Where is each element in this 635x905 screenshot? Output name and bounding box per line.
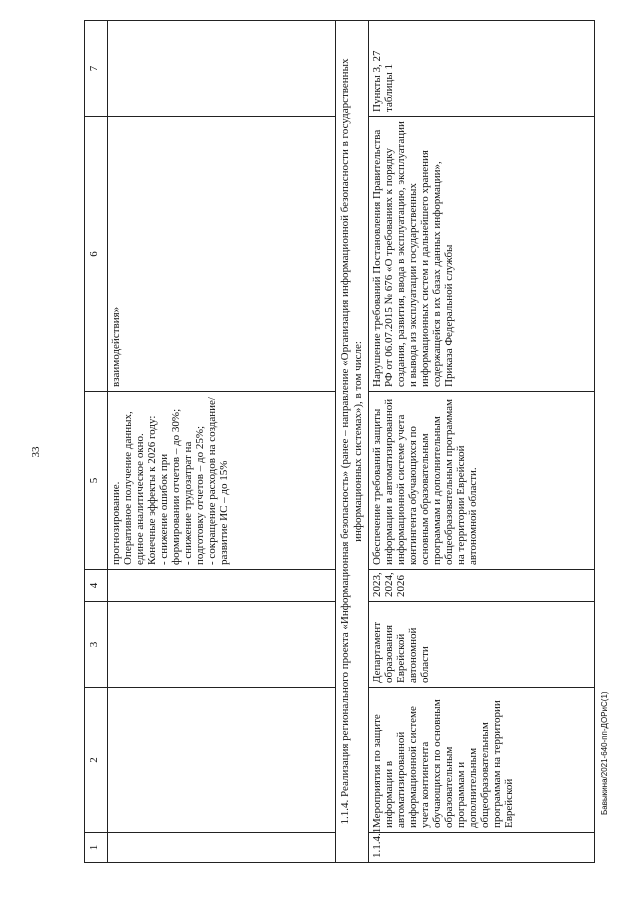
executor-cell: Департамент образования Еврейской автономной области — [369, 602, 595, 688]
table-cell — [108, 688, 336, 833]
header-row — [85, 21, 108, 863]
continuation-row — [108, 21, 336, 863]
header-cell: 3 — [85, 602, 108, 688]
risk-cell: взаимодействия» — [108, 117, 336, 392]
table-cell — [108, 570, 336, 602]
section-row — [336, 21, 369, 863]
result-cell: Обеспечение требований защиты информации в автоматизированной информационной системе учета контингента обучающихся по основным образовательным программам и дополнительным общеобразовательным программам на территории Еврейской автономной области. — [369, 392, 595, 570]
header-cell: 7 — [85, 21, 108, 117]
consequence-cell: Нарушение требований Постановления Правительства РФ от 06.07.2015 № 676 «О требованиях к порядку создания, развития, ввода в эксплуатацию, эксплуатации и вывода из эксплуатации государственных информационных систем и дальнейшего хранения содержащейся в их базах данных информации», Приказа Федеральной службы — [369, 117, 595, 392]
header-cell: 4 — [85, 570, 108, 602]
header-cell: 6 — [85, 117, 108, 392]
row-number: 1.1.4.1 — [369, 833, 595, 863]
page-number: 33 — [30, 446, 42, 458]
effects-cell: прогнозирование. Оперативное получение данных, единое аналитическое окно. Конечные эффекты к 2026 году: - снижение ошибок при формировании отчетов – до 30%; - снижение трудозатрат на подготовку отчетов – до 25%; - сокращение расходов на создание/развитие ИС – до 15% — [108, 392, 336, 570]
header-cell: 2 — [85, 688, 108, 833]
table-cell — [108, 21, 336, 117]
page-footer: Бавыкина/2021-640-пп-ДОРиС(1) — [600, 691, 609, 815]
measure-cell: Мероприятия по защите информации в автоматизированной информационной системе учета контингента обучающихся по основным образовательным программам и дополнительным общеобразовательным программам на территории Еврейской — [369, 688, 595, 833]
table-row — [369, 21, 595, 863]
header-cell: 1 — [85, 833, 108, 863]
header-cell: 5 — [85, 392, 108, 570]
section-heading: 1.1.4. Реализация регионального проекта «Информационная безопасность» (ранее – направление «Организация информационной безопасности в государственных информационных системах»), в том числе: — [336, 21, 369, 863]
years-cell: 2023, 2024, 2026 — [369, 570, 595, 602]
table-cell — [108, 602, 336, 688]
indicator-cell: Пункты 3, 27 таблицы 1 — [369, 21, 595, 117]
table-cell — [108, 833, 336, 863]
data-table — [84, 20, 595, 863]
rotated-table-container — [84, 20, 595, 863]
